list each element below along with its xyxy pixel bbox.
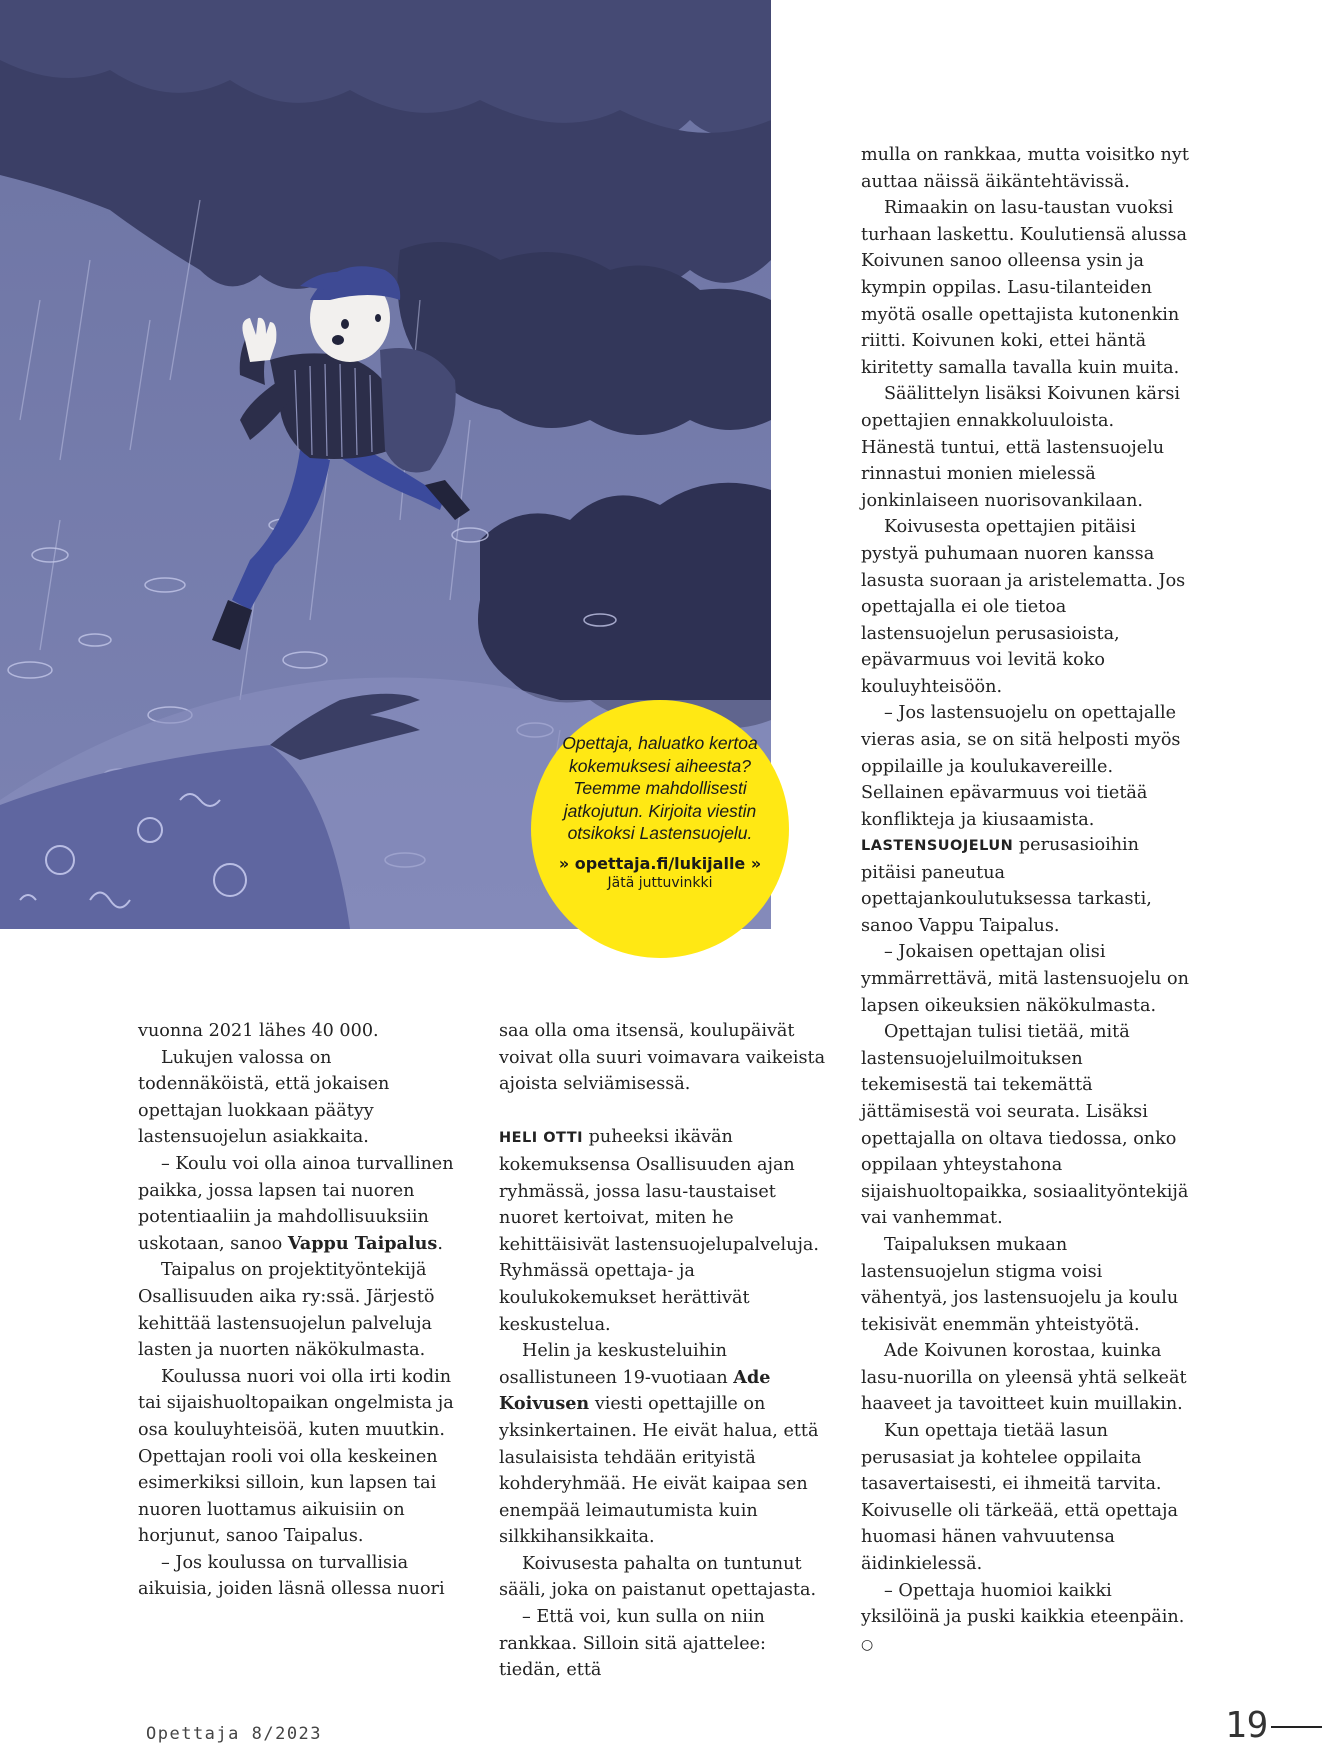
paragraph: Lukujen valossa on todennäköistä, että jokaisen opettajan luokkaan päätyy lastensuojelun asiakkaita. xyxy=(138,1047,390,1148)
page-rule xyxy=(1271,1726,1322,1728)
paragraph: vuonna 2021 lähes 40 000. xyxy=(138,1021,379,1041)
reader-callout xyxy=(531,700,789,958)
paragraph: – Jos koulussa on turvallisia aikuisia, joiden läsnä ollessa nuori xyxy=(138,1552,445,1600)
paragraph xyxy=(861,1578,1191,1659)
section-lead: HELI OTTI xyxy=(499,1130,584,1147)
paragraph: saa olla oma itsensä, koulupäivät voivat olla suuri voimavara vaikeista ajoista selviämisessä. xyxy=(499,1021,826,1095)
paragraph: – Jokaisen opettajan olisi ymmärrettävä, mitä lastensuojelu on lapsen oikeuksien näkökulmasta. xyxy=(861,942,1189,1016)
paragraph-text: viesti opettajille on yksinkertainen. He eivät halua, että lasulaisista tehdään erityistä kohderyhmää. He eivät kaipaa sen enempää leimautumista kuin silkkihansikkaita. xyxy=(499,1394,819,1548)
paragraph xyxy=(861,832,1191,939)
callout-subtext: Jätä juttuvinkki xyxy=(607,874,713,891)
callout-link[interactable]: » opettaja.fi/lukijalle » xyxy=(558,853,762,873)
paragraph-text: perusasioihin pitäisi paneutua opettajankoulutuksessa tarkasti, sanoo Vappu Taipalus. xyxy=(861,835,1152,936)
article-column-left xyxy=(138,1018,456,1603)
paragraph-text: puheeksi ikävän kokemuksensa Osallisuuden ajan ryhmässä, jossa lasu-taustaiset nuoret kertoivat, miten he kehittäisivät lastensuojelupalveluja. Ryhmässä opettaja- ja koulukokemukset herättivät keskustelua. xyxy=(499,1127,819,1335)
paragraph: Rimaakin on lasu-taustan vuoksi turhaan laskettu. Koulutiensä alussa Koivunen sanoo olleensa ysin ja kympin oppilas. Lasu-tilanteiden myötä osalle opettajista kutonenkin riitti. Koivunen koki, ettei häntä kiritetty samalla tavalla kuin muita. xyxy=(861,198,1188,378)
section-lead: LASTENSUOJELUN xyxy=(861,838,1014,854)
paragraph: Opettajan tulisi tietää, mitä lastensuojeluilmoituksen tekemisestä tai tekemättä jättämisestä voi seurata. Lisäksi opettajalla on oltava tiedossa, onko oppilaan yhteystahona sijaishuoltopaikka, sosiaalityöntekijä vai vanhemmat. xyxy=(861,1022,1189,1229)
paragraph-text: – Koulu voi olla ainoa turvallinen paikka, jossa lapsen tai nuoren potentiaaliin ja mahdollisuuksiin uskotaan, sanoo xyxy=(138,1153,454,1254)
paragraph: mulla on rankkaa, mutta voisitko nyt auttaa näissä äikäntehtävissä. xyxy=(861,145,1189,192)
article-column-middle xyxy=(499,1018,827,1684)
paragraph-text: Helin ja keskusteluihin osallistuneen 19-vuotiaan xyxy=(499,1341,734,1388)
person-name: Ade Koivusen xyxy=(499,1366,771,1415)
paragraph xyxy=(499,1124,827,1338)
article-column-right-bottom xyxy=(861,832,1191,1658)
paragraph xyxy=(499,1338,827,1551)
paragraph: Koivusesta pahalta on tuntunut sääli, joka on paistanut opettajasta. xyxy=(499,1553,817,1601)
page-number: 19 xyxy=(1225,1705,1269,1746)
paragraph: Ade Koivunen korostaa, kuinka lasu-nuorilla on yleensä yhtä selkeät haaveet ja tavoitteet kuin muillakin. xyxy=(861,1341,1187,1415)
paragraph: Koivusesta opettajien pitäisi pystyä puhumaan nuoren kanssa lasusta suoraan ja aristelematta. Jos opettajalla ei ole tietoa lastensuojelun perusasioista, epävarmuus voi levitä koko kouluyhteisöön. xyxy=(861,517,1186,697)
end-mark-icon: ○ xyxy=(861,1636,874,1653)
callout-text: Opettaja, haluatko kertoa kokemuksesi aiheesta? Teemme mahdollisesti jatkojutun. Kirjoita viestin otsikoksi Lastensuojelu. xyxy=(562,733,758,843)
magazine-issue: Opettaja 8/2023 xyxy=(146,1724,323,1744)
person-name: Vappu Taipalus xyxy=(287,1232,438,1254)
paragraph: Taipalus on projektityöntekijä Osallisuuden aika ry:ssä. Järjestö kehittää lastensuojelun palveluja lasten ja nuorten näkökulmasta. xyxy=(138,1260,435,1361)
paragraph: – Että voi, kun sulla on niin rankkaa. Silloin sitä ajattelee: tiedän, että xyxy=(499,1607,766,1681)
paragraph: – Jos lastensuojelu on opettajalle vieras asia, se on sitä helposti myös oppilaille ja koulukavereille. Sellainen epävarmuus voi tietää konflikteja ja kiusaamista. xyxy=(861,703,1181,830)
paragraph-text: – Opettaja huomioi kaikki yksilöinä ja puski kaikkia eteenpäin. xyxy=(861,1580,1185,1628)
paragraph xyxy=(138,1151,456,1257)
paragraph: Taipaluksen mukaan lastensuojelun stigma voisi vähentyä, jos lastensuojelu ja koulu tekisivät enemmän yhteistyötä. xyxy=(861,1234,1179,1335)
paragraph: Koulussa nuori voi olla irti kodin tai sijaishuoltopaikan ongelmista ja osa kouluyhteisöä, kuten muutkin. Opettajan rooli voi olla keskeinen esimerkiksi silloin, kun lapsen tai nuoren luottamus aikuisiin on horjunut, sanoo Taipalus. xyxy=(138,1366,454,1547)
paragraph: Kun opettaja tietää lasun perusasiat ja kohtelee oppilaita tasavertaisesti, ei ihmeitä tarvita. Koivuselle oli tärkeää, että opettaja huomasi hänen vahvuutensa äidinkielessä. xyxy=(861,1421,1178,1575)
paragraph-text: . xyxy=(437,1233,443,1254)
paragraph: Säälittelyn lisäksi Koivunen kärsi opettajien ennakkoluuloista. Hänestä tuntui, että lastensuojelu rinnastui monien mielessä jonkinlaiseen nuorisovankilaan. xyxy=(861,384,1181,511)
article-column-right-top xyxy=(861,142,1191,833)
